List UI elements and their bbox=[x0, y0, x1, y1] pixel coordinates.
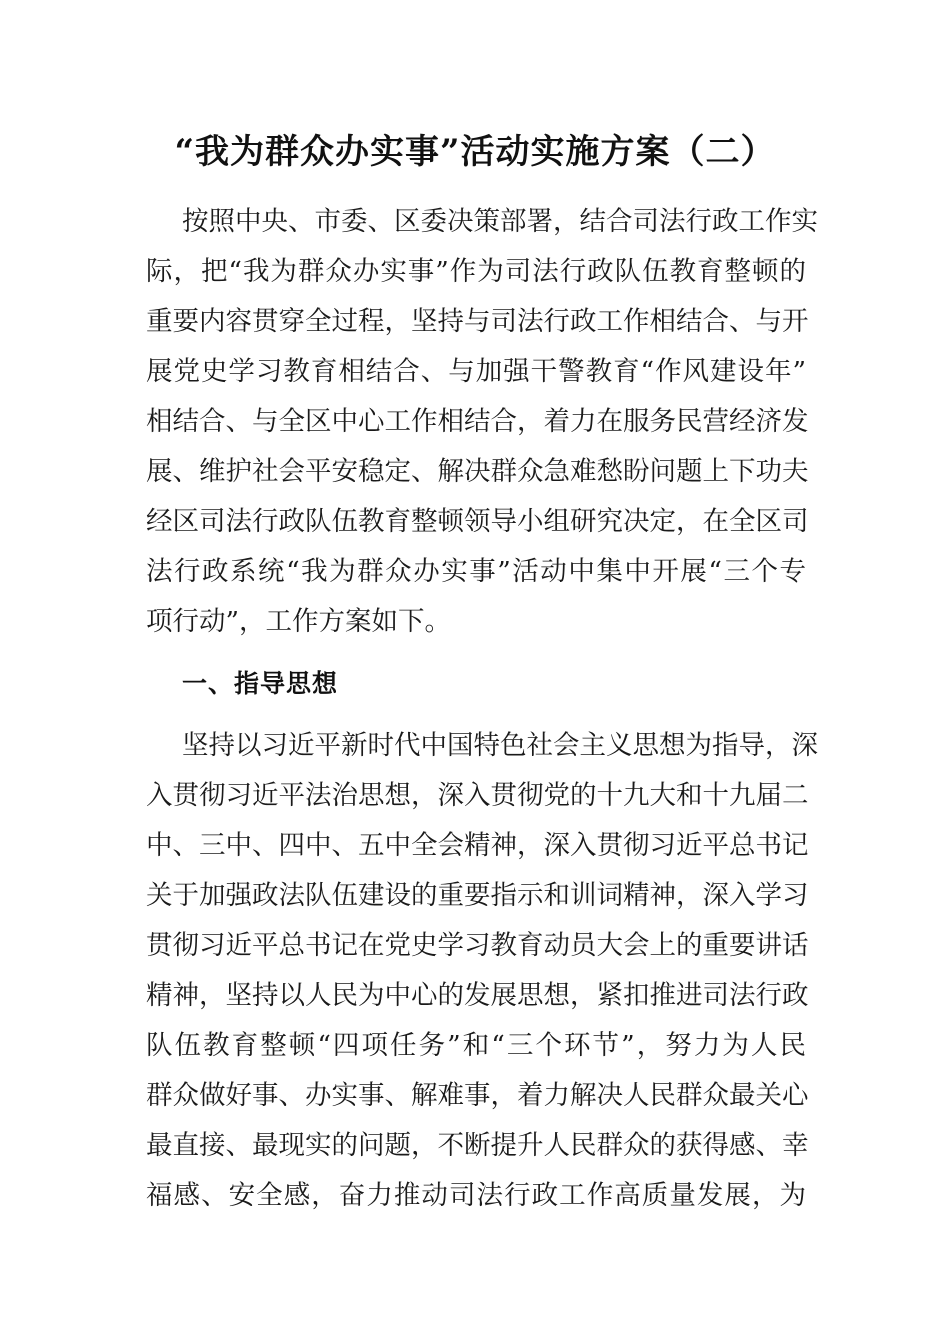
intro-line: 展、维护社会平安稳定、解决群众急难愁盼问题上下功夫 bbox=[146, 456, 809, 487]
intro-line: 展党史学习教育相结合、与加强干警教育“作风建设年” bbox=[146, 356, 806, 387]
section-heading: 一、指导思想 bbox=[182, 669, 339, 698]
section-line: 群众做好事、办实事、解难事，着力解决人民群众最关心 bbox=[146, 1080, 809, 1111]
intro-line: 经区司法行政队伍教育整顿领导小组研究决定，在全区司 bbox=[146, 506, 809, 537]
intro-line: 际，把“我为群众办实事”作为司法行政队伍教育整顿的 bbox=[146, 256, 806, 287]
section-line: 精神，坚持以人民为中心的发展思想，紧扣推进司法行政 bbox=[146, 980, 809, 1011]
intro-line: 项行动”，工作方案如下。 bbox=[146, 606, 452, 637]
section-line: 队伍教育整顿“四项任务”和“三个环节”，努力为人民 bbox=[146, 1030, 806, 1061]
document-title: “我为群众办实事”活动实施方案（二） bbox=[174, 132, 776, 172]
intro-line: 法行政系统“我为群众办实事”活动中集中开展“三个专 bbox=[146, 556, 806, 587]
intro-line: 相结合、与全区中心工作相结合，着力在服务民营经济发 bbox=[146, 406, 809, 437]
section-line: 福感、安全感，奋力推动司法行政工作高质量发展，为 bbox=[146, 1180, 806, 1211]
section-line: 关于加强政法队伍建设的重要指示和训词精神，深入学习 bbox=[146, 880, 809, 911]
section-line: 中、三中、四中、五中全会精神，深入贯彻习近平总书记 bbox=[146, 830, 809, 861]
section-line: 贯彻习近平总书记在党史学习教育动员大会上的重要讲话 bbox=[146, 930, 809, 961]
section-line: 坚持以习近平新时代中国特色社会主义思想为指导，深 bbox=[182, 730, 818, 761]
intro-line: 按照中央、市委、区委决策部署，结合司法行政工作实 bbox=[182, 206, 818, 237]
section-line: 入贯彻习近平法治思想，深入贯彻党的十九大和十九届二 bbox=[146, 780, 809, 811]
intro-line: 重要内容贯穿全过程，坚持与司法行政工作相结合、与开 bbox=[146, 306, 809, 337]
section-line: 最直接、最现实的问题，不断提升人民群众的获得感、幸 bbox=[146, 1130, 809, 1161]
